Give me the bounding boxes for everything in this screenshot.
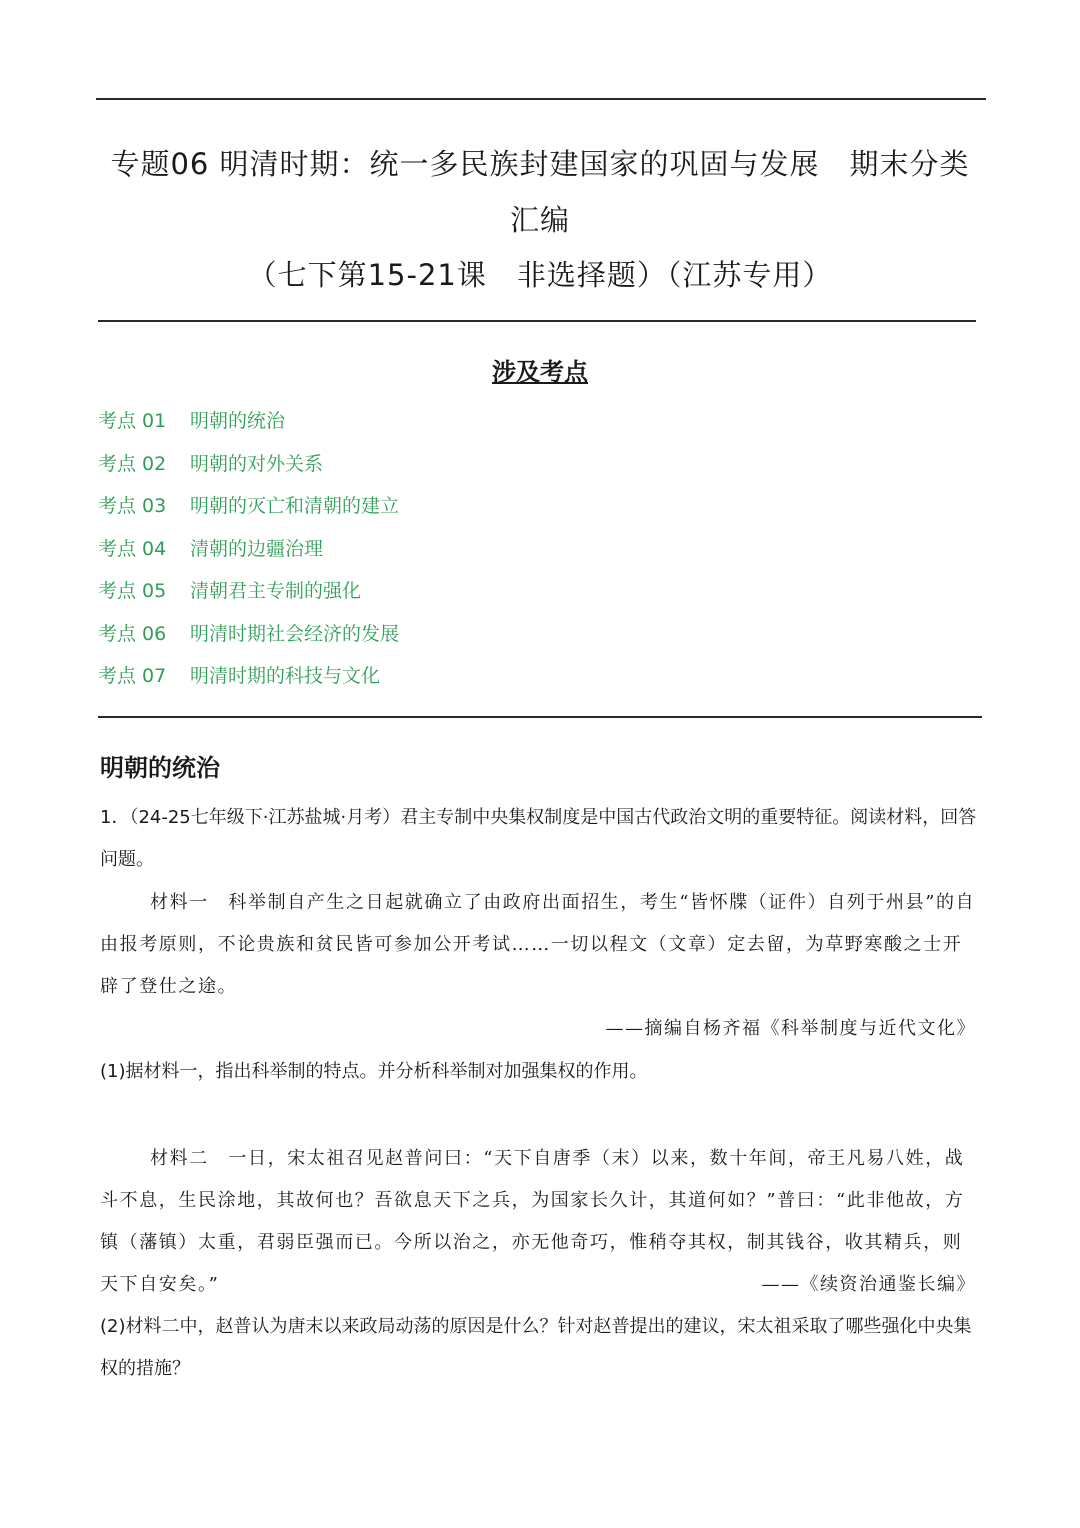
section-title: 明朝的统治 xyxy=(100,754,220,782)
points-list xyxy=(98,400,399,698)
point-number: 考点 02 xyxy=(98,452,167,475)
point-item[interactable] xyxy=(98,443,399,486)
point-item[interactable] xyxy=(98,570,399,613)
material-one: 材料一 科举制自产生之日起就确立了由政府出面招生，考生“皆怀牒（证件）自列于州县”的自由报考原则，不论贵族和贫民皆可参加公开考试……一切以程文（文章）定去留，为草野寒酸之士开辟了登仕之途。 xyxy=(100,892,976,997)
section-rule xyxy=(98,716,982,718)
points-heading: 涉及考点 xyxy=(492,358,588,386)
point-item[interactable] xyxy=(98,613,399,656)
document-subtitle: （七下第15-21课 非选择题）（江苏专用） xyxy=(247,258,833,292)
sub-question-1: (1)据材料一，指出科举制的特点。并分析科举制对加强集权的作用。 xyxy=(100,1061,648,1082)
point-number: 考点 05 xyxy=(98,580,167,602)
point-number: 考点 04 xyxy=(98,537,167,560)
point-item[interactable] xyxy=(98,485,399,528)
point-number: 考点 06 xyxy=(98,622,167,645)
point-label: 明清时期的科技与文化 xyxy=(190,665,381,687)
material-two: 材料二 一日，宋太祖召见赵普问曰：“天下自唐季（末）以来，数十年间，帝王凡易八姓，战斗不息，生民涂地，其故何也？吾欲息天下之兵，为国家长久计，其道何如？”普曰：“此非他故，方镇（藩镇）太重，君弱臣强而已。今所以治之，亦无他奇巧，惟稍夺其权，制其钱谷，收其精兵，则天下自安矣。” xyxy=(100,1148,965,1295)
point-label: 明朝的灭亡和清朝的建立 xyxy=(190,495,400,517)
point-number: 考点 01 xyxy=(98,410,167,432)
point-item[interactable] xyxy=(98,655,399,698)
material-two-source: ——《续资治通鉴长编》 xyxy=(761,1274,976,1295)
document-title: 专题06 明清时期：统一多民族封建国家的巩固与发展 期末分类汇编 xyxy=(110,147,970,237)
top-rule xyxy=(96,98,986,100)
header-rule xyxy=(98,320,976,322)
material-one-source: ——摘编自杨齐福《科举制度与近代文化》 xyxy=(605,1018,976,1039)
point-item[interactable] xyxy=(98,528,399,571)
point-item[interactable] xyxy=(98,400,399,443)
point-label: 明朝的统治 xyxy=(190,410,286,432)
question-intro: 1．（24-25七年级下·江苏盐城·月考）君主专制中央集权制度是中国古代政治文明的重要特征。阅读材料，回答问题。 xyxy=(100,807,977,870)
sub-question-2: (2)材料二中，赵普认为唐末以来政局动荡的原因是什么？针对赵普提出的建议，宋太祖采取了哪些强化中央集权的措施？ xyxy=(100,1316,972,1379)
point-label: 清朝的边疆治理 xyxy=(190,537,324,560)
point-label: 清朝君主专制的强化 xyxy=(190,580,362,602)
point-number: 考点 03 xyxy=(98,495,167,517)
point-label: 明朝的对外关系 xyxy=(190,452,324,475)
point-number: 考点 07 xyxy=(98,665,167,687)
point-label: 明清时期社会经济的发展 xyxy=(190,622,400,645)
